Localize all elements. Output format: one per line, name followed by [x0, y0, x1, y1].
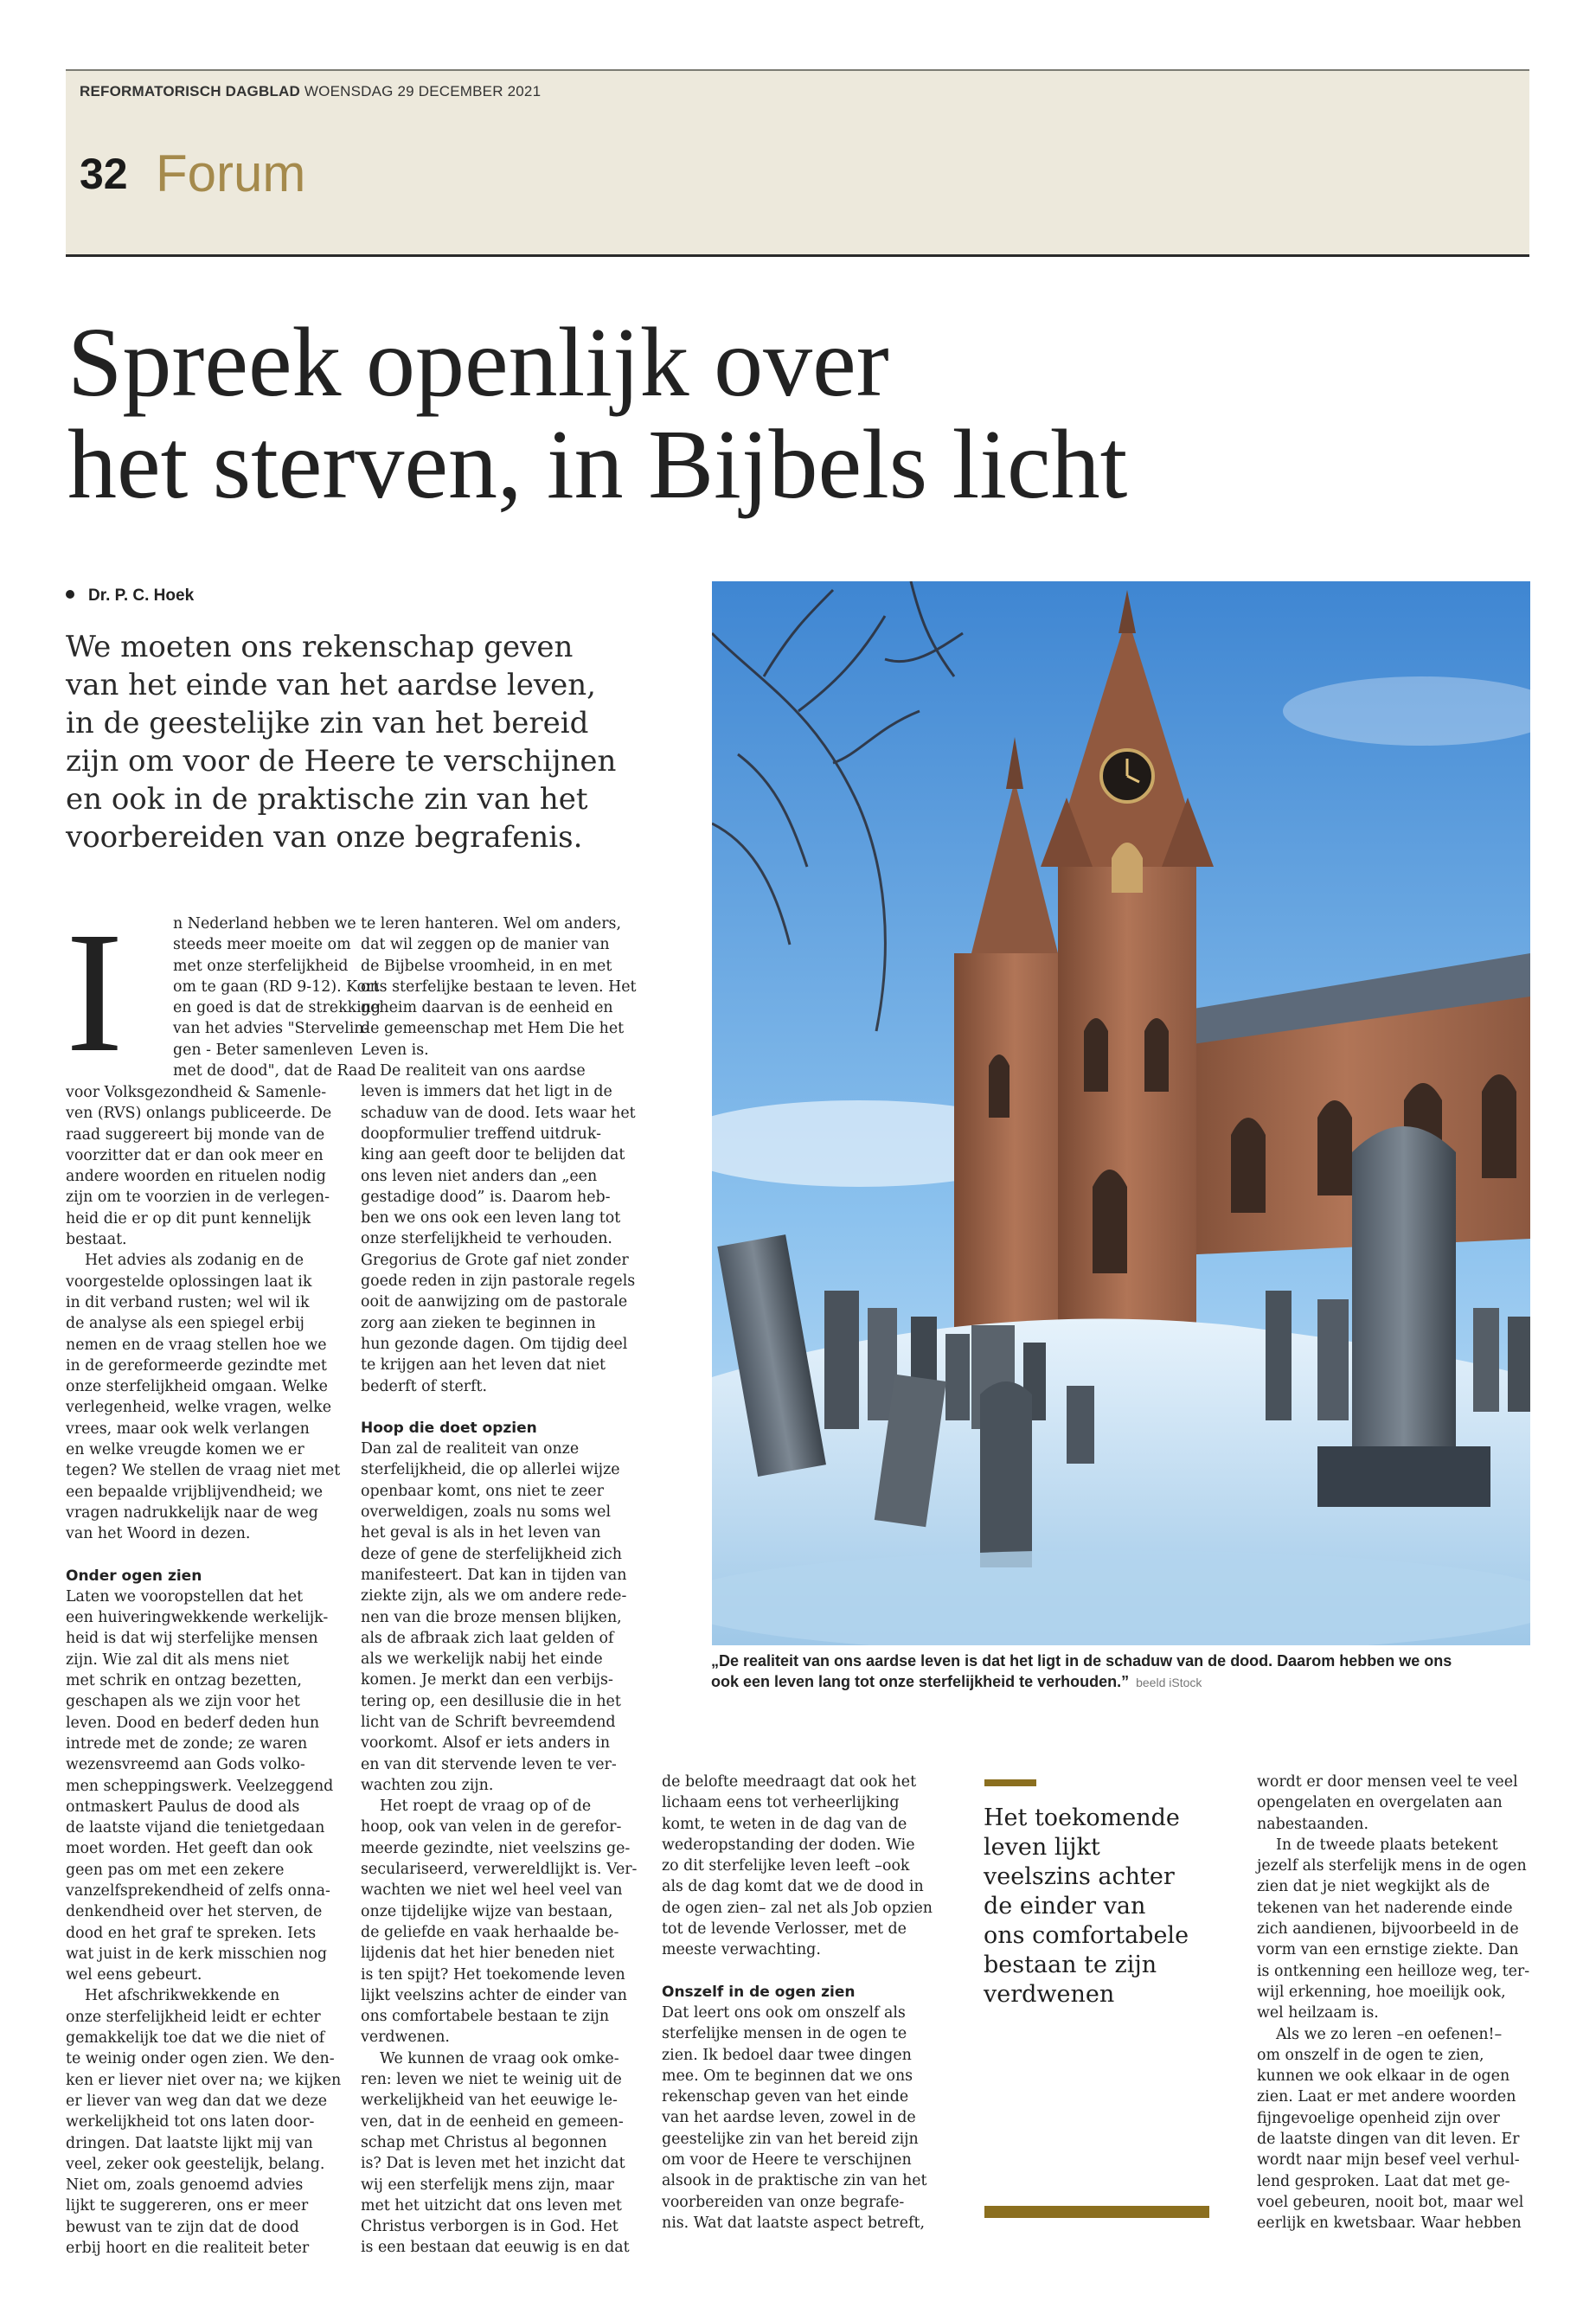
text-line: deze of gene de sterfelijkheid zich: [361, 1545, 622, 1563]
text-line: te weinig onder ogen zien. We den-: [66, 2050, 335, 2068]
lead-line: en ook in de praktische zin van het: [66, 782, 588, 817]
pullquote-rule-bottom: [984, 2206, 1209, 2218]
subheading: Hoop die doet opzien: [361, 1419, 537, 1437]
text-line: de Bijbelse vroomheid, in en met: [361, 957, 612, 975]
text-line: om voor de Heere te verschijnen: [662, 2151, 912, 2170]
text-line: leven is immers dat het ligt in de: [361, 1083, 612, 1101]
text-line: verlegenheid, welke vragen, welke: [66, 1399, 332, 1417]
text-line: de laatste vijand die tenietgedaan: [66, 1819, 325, 1837]
text-line: zien. Ik bedoel daar twee dingen: [662, 2046, 912, 2064]
text-line: vrees, maar ook welk verlangen: [66, 1420, 310, 1438]
text-line: meerde gezindte, niet veelszins ge-: [361, 1839, 631, 1857]
pullquote-line: de einder van: [984, 1893, 1146, 1920]
text-line: ken er liever niet over na; we kijken: [66, 2071, 342, 2089]
text-line: een bepaalde vrijblijvendheid; we: [66, 1483, 324, 1501]
text-line: gestadige dood” is. Daarom heb-: [361, 1188, 611, 1206]
text-line: wat juist in de kerk misschien nog: [66, 1945, 328, 1963]
text-line: nabestaanden.: [1257, 1815, 1368, 1833]
text-line: Dat leert ons ook om onszelf als: [662, 2003, 906, 2022]
subheading: Onder ogen zien: [66, 1567, 202, 1585]
text-line: n Nederland hebben we: [173, 915, 356, 933]
text-line: Niet om, zoals genoemd advies: [66, 2176, 304, 2195]
text-line: dood en het graf te spreken. Iets: [66, 1924, 317, 1942]
text-line: king aan geeft door te belijden dat: [361, 1146, 625, 1164]
text-line: met onze sterfelijkheid: [173, 957, 349, 975]
text-line: manifesteert. Dat kan in tijden van: [361, 1566, 627, 1584]
text-line: openbaar komt, ons niet te zeer: [361, 1482, 604, 1500]
text-line: is een bestaan dat eeuwig is en dat: [361, 2239, 630, 2257]
text-line: wijl erkenning, hoe moeilijk ook,: [1257, 1983, 1506, 2001]
text-line: de geliefde en vaak herhaalde be-: [361, 1923, 619, 1941]
text-line: in dit verband rusten; wel wil ik: [66, 1293, 310, 1311]
text-line: wachten we niet wel heel veel van: [361, 1881, 623, 1900]
text-line: ren: leven we niet te weinig uit de: [361, 2071, 622, 2089]
author-name: Dr. P. C. Hoek: [88, 586, 195, 605]
lead-line: zijn om voor de Heere te verschijnen: [66, 744, 617, 779]
text-line: sterfelijkheid, die op allerlei wijze: [361, 1461, 620, 1479]
text-line: Christus verborgen is in God. Het: [361, 2218, 619, 2236]
text-line: is? Dat is leven met het inzicht dat: [361, 2155, 625, 2173]
text-line: verdwenen.: [361, 2029, 450, 2047]
text-line: ooit de aanwijzing om de pastorale: [361, 1293, 628, 1311]
text-line: onze sterfelijkheid omgaan. Welke: [66, 1378, 328, 1396]
text-line: fijngevoelige openheid zijn over: [1257, 2109, 1500, 2127]
lead-line: in de geestelijke zin van het bereid: [66, 706, 589, 740]
issue-date: WOENSDAG 29 DECEMBER 2021: [304, 83, 542, 99]
text-line: Laten we vooropstellen dat het: [66, 1587, 304, 1606]
text-line: voorbereiden van onze begrafe-: [662, 2193, 905, 2211]
cathedral-photo: [712, 581, 1530, 1645]
text-line: schaduw van de dood. Iets waar het: [361, 1104, 636, 1122]
drop-cap: I: [66, 897, 124, 1088]
text-line: er liever van weg dan dat we deze: [66, 2092, 328, 2110]
text-line: steeds meer moeite om: [173, 936, 351, 954]
text-line: meeste verwachting.: [662, 1941, 821, 1959]
pullquote-line: ons comfortabele: [984, 1922, 1189, 1949]
text-line: wij een sterfelijk mens zijn, maar: [361, 2176, 614, 2194]
text-line: ontmaskert Paulus de dood als: [66, 1798, 300, 1816]
text-line: goede reden in zijn pastorale regels: [361, 1272, 636, 1291]
text-line: mee. Om te beginnen dat we ons: [662, 2067, 913, 2085]
text-line: voorzitter dat er dan ook meer en: [66, 1146, 324, 1164]
text-line: hoop, ook van velen in de gerefor-: [361, 1818, 622, 1836]
text-line: gemakkelijk toe dat we die niet of: [66, 2029, 325, 2048]
text-line: geestelijke zin van het bereid zijn: [662, 2130, 919, 2148]
text-line: in de gereformeerde gezindte met: [66, 1356, 327, 1375]
section-title: Forum: [156, 144, 306, 202]
text-line: zorg aan zieken te beginnen in: [361, 1314, 596, 1332]
text-line: nen van die broze mensen blijken,: [361, 1608, 622, 1626]
text-line: met schrik en ontzag bezetten,: [66, 1672, 302, 1690]
text-line: ven, dat in de eenheid en gemeen-: [361, 2112, 624, 2131]
text-line: geheim daarvan is de eenheid en: [361, 999, 613, 1017]
byline: [66, 586, 194, 606]
text-line: de laatste dingen van dit leven. Er: [1257, 2131, 1520, 2149]
text-line: ons comfortabele bestaan te zijn: [361, 2008, 610, 2026]
text-line: om te gaan (RD 9-12). Kort: [173, 977, 380, 996]
text-line: te krijgen aan het leven dat niet: [361, 1356, 606, 1375]
text-line: heid die er op dit punt kennelijk: [66, 1209, 311, 1227]
text-line: men scheppingswerk. Veelzeggend: [66, 1777, 334, 1795]
text-line: vorm van een ernstige ziekte. Dan: [1257, 1941, 1519, 1959]
paper-name: REFORMATORISCH DAGBLAD: [80, 83, 300, 99]
article-column-1-continued: [66, 1082, 351, 2259]
text-line: doopformulier treffend uitdruk-: [361, 1125, 601, 1143]
text-line: ben we ons ook een leven lang tot: [361, 1209, 621, 1227]
text-line: tot de levende Verlosser, met de: [662, 1920, 907, 1939]
subheading: Onszelf in de ogen zien: [662, 1983, 856, 2001]
text-line: geschapen als we zijn voor het: [66, 1693, 300, 1711]
text-line: intrede met de zonde; ze waren: [66, 1734, 308, 1753]
text-line: vragen nadrukkelijk naar de weg: [66, 1503, 318, 1522]
text-line: geen pas om met een zekere: [66, 1861, 285, 1879]
text-line: schap met Christus al begonnen: [361, 2133, 607, 2151]
text-line: leven. Dood en bederf deden hun: [66, 1714, 320, 1732]
lead-line: voorbereiden van onze begrafenis.: [66, 820, 583, 855]
text-line: zo dit sterfelijke leven leeft –ook: [662, 1857, 910, 1875]
text-line: heid is dat wij sterfelijke mensen: [66, 1630, 318, 1648]
photo-credit: beeld iStock: [1136, 1676, 1202, 1689]
pullquote-line: veelszins achter: [984, 1863, 1175, 1890]
text-line: zien dat je niet wegkijkt als de: [1257, 1878, 1490, 1896]
text-line: met de dood", dat de Raad: [173, 1062, 376, 1080]
pullquote-line: leven lijkt: [984, 1834, 1100, 1861]
article-lead: [66, 628, 663, 856]
text-line: onze sterfelijkheid te verhouden.: [361, 1230, 612, 1248]
text-line: wederopstanding der doden. Wie: [662, 1836, 915, 1854]
text-line: als de afbraak zich laat gelden of: [361, 1629, 614, 1647]
text-line: Het afschrikwekkende en: [85, 1987, 280, 2005]
text-line: is ten spijt? Het toekomende leven: [361, 1965, 625, 1984]
text-line: wel heilzaam is.: [1257, 2004, 1379, 2022]
pullquote-line: bestaan te zijn: [984, 1952, 1157, 1978]
text-line: lijdenis dat het hier beneden niet: [361, 1945, 615, 1963]
text-line: voor Volksgezondheid & Samenle-: [66, 1084, 327, 1101]
text-line: lijkt veelszins achter de einder van: [361, 1986, 627, 2004]
text-line: andere woorden en rituelen nodig: [66, 1168, 326, 1186]
text-line: licht van de Schrift bevreemdend: [361, 1713, 616, 1731]
lead-line: We moeten ons rekenschap geven: [66, 630, 574, 664]
text-line: lend gesproken. Laat dat met ge-: [1257, 2172, 1510, 2190]
text-line: wordt er door mensen veel te veel: [1257, 1773, 1518, 1791]
photo-caption: [711, 1650, 1531, 1693]
text-line: en van dit stervende leven te ver-: [361, 1755, 617, 1773]
text-line: en goed is dat de strekking: [173, 999, 381, 1017]
article-column-1: [173, 913, 381, 1081]
text-line: ons leven niet anders dan „een: [361, 1167, 598, 1185]
text-line: We kunnen de vraag ook omke-: [380, 2049, 619, 2067]
text-line: zijn. Wie zal dit als mens niet: [66, 1650, 290, 1669]
text-line: nemen en de vraag stellen hoe we: [66, 1336, 327, 1354]
page-number: 32: [80, 150, 128, 198]
text-line: de analyse als een spiegel erbij: [66, 1315, 304, 1333]
text-line: Het roept de vraag op of de: [380, 1798, 592, 1816]
text-line: Gregorius de Grote gaf niet zonder: [361, 1251, 629, 1269]
text-line: zich aandienen, bijvoorbeeld in de: [1257, 1920, 1519, 1939]
text-line: alsook in de praktische zin van het: [662, 2172, 927, 2190]
masthead: [66, 69, 1529, 257]
text-line: onze tijdelijke wijze van bestaan,: [361, 1902, 613, 1920]
text-line: het geval is als in het leven van: [361, 1524, 601, 1542]
caption-line: „De realiteit van ons aardse leven is dat het ligt in de schaduw van de dood. Daarom hebben we ons: [711, 1652, 1452, 1670]
text-line: De realiteit van ons aardse: [380, 1062, 586, 1080]
text-line: werkelijkheid van het eeuwige le-: [361, 2092, 618, 2110]
caption-line: ook een leven lang tot onze sterfelijkheid te verhouden.”: [711, 1673, 1130, 1690]
text-line: veel, zeker ook geestelijk, belang.: [66, 2155, 325, 2173]
text-line: overweldigen, zoals nu soms wel: [361, 1503, 612, 1522]
text-line: zien. Laat er met andere woorden: [1257, 2088, 1516, 2106]
pullquote-line: verdwenen: [984, 1981, 1115, 2008]
article-column-3: [662, 1772, 947, 2234]
text-line: gen - Beter samenleven: [173, 1041, 354, 1059]
text-line: lijkt te suggereren, ons er meer: [66, 2197, 309, 2215]
text-line: wel eens gebeurt.: [66, 1966, 202, 1984]
text-line: met het uitzicht dat ons leven met: [361, 2196, 622, 2214]
text-line: onze sterfelijkheid leidt er echter: [66, 2008, 321, 2026]
text-line: zijn om te voorzien in de verlegen-: [66, 1189, 330, 1207]
text-line: voorgestelde oplossingen laat ik: [66, 1272, 312, 1291]
text-line: ons sterfelijke bestaan te leven. Het: [361, 977, 637, 996]
text-line: raad suggereert bij monde van de: [66, 1125, 325, 1144]
text-line: wachten zou zijn.: [361, 1776, 494, 1794]
text-line: wordt naar mijn besef veel verhul-: [1257, 2151, 1520, 2170]
text-line: tekenen van het naderende einde: [1257, 1899, 1513, 1917]
text-line: een huiveringwekkende werkelijk-: [66, 1609, 329, 1627]
text-line: voel gebeuren, nooit bot, maar wel: [1257, 2193, 1524, 2211]
text-line: eerlijk en kwetsbaar. Waar hebben: [1257, 2214, 1522, 2233]
text-line: hun gezonde dagen. Om tijdig deel: [361, 1335, 628, 1353]
text-line: Het advies als zodanig en de: [85, 1252, 304, 1270]
article-headline: [67, 307, 1365, 519]
text-line: voorkomt. Alsof er iets anders in: [361, 1734, 611, 1753]
lead-line: van het einde van het aardse leven,: [66, 668, 596, 702]
text-line: tegen? We stellen de vraag niet met: [66, 1462, 341, 1480]
text-line: dat wil zeggen op de manier van: [361, 936, 610, 954]
text-line: lichaam eens tot verheerlijking: [662, 1794, 900, 1812]
text-line: om onszelf in de ogen te zien,: [1257, 2046, 1484, 2064]
text-line: jezelf als sterfelijk mens in de ogen: [1257, 1857, 1527, 1875]
text-line: als we werkelijk nabij het einde: [361, 1650, 603, 1669]
text-line: rekenschap geven van het einde: [662, 2088, 909, 2106]
text-line: komt, te weten in de dag van de: [662, 1815, 907, 1833]
text-line: Leven is.: [361, 1041, 429, 1059]
text-line: de belofte meedraagt dat ook het: [662, 1773, 917, 1791]
text-line: als de dag komt dat we de dood in: [662, 1878, 924, 1896]
text-line: ven (RVS) onlangs publiceerde. De: [66, 1105, 332, 1123]
text-line: erbij hoort en die realiteit beter: [66, 2240, 310, 2258]
text-line: seculariseerd, verwereldlijkt is. Ver-: [361, 1861, 638, 1879]
text-line: wezensvreemd aan Gods volko-: [66, 1756, 305, 1774]
headline-line: het sterven, in Bijbels licht: [67, 409, 1128, 519]
text-line: bederft of sterft.: [361, 1377, 488, 1395]
pull-quote: [984, 1804, 1208, 2009]
text-line: bewust van te zijn dat de dood: [66, 2218, 299, 2236]
text-line: sterfelijke mensen in de ogen te: [662, 2025, 907, 2043]
text-line: werkelijkheid tot ons laten door-: [66, 2113, 315, 2131]
text-line: vanzelfsprekendheid of zelfs onna-: [66, 1881, 330, 1900]
text-line: bestaat.: [66, 1231, 127, 1249]
paper-dateline: [80, 83, 541, 100]
text-line: van het aardse leven, zowel in de: [662, 2109, 916, 2127]
text-line: de ogen zien– zal net als Job opzien: [662, 1899, 933, 1917]
text-line: Als we zo leren –en oefenen!–: [1276, 2025, 1503, 2043]
text-line: tering op, een desillusie die in het: [361, 1692, 621, 1710]
text-line: van het Woord in dezen.: [66, 1525, 251, 1543]
headline-line: Spreek openlijk over: [67, 307, 889, 417]
text-line: denkendheid over het sterven, de: [66, 1903, 323, 1921]
text-line: dringen. Dat laatste lijkt mij van: [66, 2134, 313, 2152]
text-line: te leren hanteren. Wel om anders,: [361, 915, 621, 933]
bullet-icon: [66, 590, 74, 599]
text-line: moet worden. Het geeft dan ook: [66, 1840, 313, 1858]
text-line: van het advies "Stervelin-: [173, 1020, 369, 1038]
pullquote-line: Het toekomende: [984, 1804, 1180, 1831]
text-line: kunnen we ook elkaar in de ogen: [1257, 2067, 1510, 2086]
text-line: ziekte zijn, als we om andere rede-: [361, 1587, 627, 1606]
text-line: Dan zal de realiteit van onze: [361, 1440, 580, 1458]
text-line: en welke vreugde komen we er: [66, 1441, 304, 1459]
text-line: komen. Je merkt dan een verbijs-: [361, 1671, 613, 1689]
article-column-2: [361, 913, 646, 2259]
article-column-4: [1257, 1772, 1542, 2234]
text-line: In de tweede plaats betekent: [1276, 1836, 1498, 1854]
text-line: is ontkenning een heilloze weg, ter-: [1257, 1962, 1530, 1980]
text-line: nis. Wat dat laatste aspect betreft,: [662, 2214, 925, 2232]
pullquote-rule-top: [984, 1779, 1036, 1786]
text-line: de gemeenschap met Hem Die het: [361, 1020, 625, 1038]
text-line: opengelaten en overgelaten aan: [1257, 1794, 1503, 1812]
